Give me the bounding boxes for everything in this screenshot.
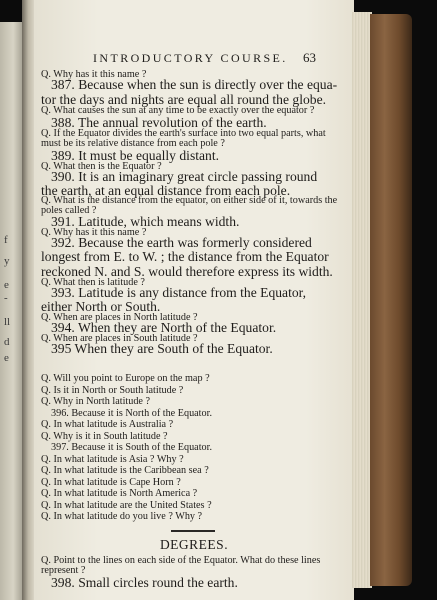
question-line: Q. What then is latitude ?	[41, 277, 145, 288]
answer-line: the earth, at an equal distance from each pole.	[41, 183, 291, 198]
question-line: Q. In what latitude is the Caribbean sea ?	[41, 465, 209, 476]
facing-page-char: f	[4, 234, 8, 246]
question-line: Q. In what latitude do you live ? Why ?	[41, 511, 203, 522]
answer-line: 395 When they are South of the Equator.	[51, 341, 273, 356]
answer-line: 396. Because it is North of the Equator.	[51, 408, 212, 419]
facing-page-char: e	[4, 352, 9, 364]
question-line: Q. Why in North latitude ?	[41, 396, 151, 407]
answer-line: 394. When they are North of the Equator.	[51, 320, 277, 335]
question-line: Q. Why has it this name ?	[41, 227, 147, 238]
question-line: Q. What then is the Equator ?	[41, 161, 162, 172]
question-line: must be its relative distance from each pole ?	[41, 138, 225, 149]
question-line: Q. In what latitude is Asia ? Why ?	[41, 454, 184, 465]
facing-page-char: e	[4, 279, 9, 291]
question-line: represent ?	[41, 565, 86, 576]
facing-page-edge	[0, 22, 22, 600]
answer-line: 393. Latitude is any distance from the Equator,	[51, 285, 307, 300]
section-rule	[171, 530, 215, 532]
page-block-edges	[352, 12, 372, 588]
answer-line: 398. Small circles round the earth.	[51, 575, 238, 590]
question-line: Q. When are places in South latitude ?	[41, 333, 198, 344]
question-line: Q. Point to the lines on each side of the Equator. What do these lines	[41, 555, 321, 566]
question-line: Q. In what latitude is Australia ?	[41, 419, 174, 430]
facing-page-char: -	[4, 292, 8, 304]
facing-page-char: y	[4, 255, 10, 267]
answer-line: reckoned N. and S. would therefore express its width.	[41, 264, 333, 279]
question-line: Q. In what latitude are the United States ?	[41, 500, 212, 511]
question-line: Q. Is it in North or South latitude ?	[41, 385, 184, 396]
answer-line: longest from E. to W. ; the distance from the Equator	[41, 249, 329, 264]
answer-line: 388. The annual revolution of the earth.	[51, 115, 267, 130]
question-line: Q. Will you point to Europe on the map ?	[41, 373, 210, 384]
running-header: INTRODUCTORY COURSE.	[93, 51, 288, 65]
book-cover	[370, 14, 412, 586]
section-heading: DEGREES.	[159, 537, 229, 552]
answer-line: 392. Because the earth was formerly considered	[51, 235, 312, 250]
answer-line: 390. It is an imaginary great circle passing round	[51, 169, 318, 184]
answer-line: 389. It must be equally distant.	[51, 148, 220, 163]
answer-line: 397. Because it is South of the Equator.	[51, 442, 212, 453]
question-line: Q. If the Equator divides the earth's surface into two equal parts, what	[41, 128, 326, 139]
answer-line: 391. Latitude, which means width.	[51, 214, 240, 229]
question-line: Q. Why has it this name ?	[41, 69, 147, 80]
answer-line: 387. Because when the sun is directly over the equa-	[51, 77, 338, 92]
question-line: Q. In what latitude is North America ?	[41, 488, 198, 499]
question-line: Q. What is the distance from the equator, on either side of it, towards the	[41, 195, 338, 206]
question-line: Q. When are places in North latitude ?	[41, 312, 198, 323]
facing-page-char: ll	[4, 316, 11, 328]
answer-line: tor the days and nights are equal all round the globe.	[41, 92, 327, 107]
question-line: Q. Why is it in South latitude ?	[41, 431, 168, 442]
page-number: 63	[303, 50, 316, 65]
question-line: poles called ?	[41, 205, 97, 216]
answer-line: either North or South.	[41, 299, 161, 314]
question-line: Q. What causes the sun at any time to be exactly over the equator ?	[41, 105, 315, 116]
facing-page-char: d	[4, 336, 10, 348]
question-line: Q. In what latitude is Cape Horn ?	[41, 477, 181, 488]
